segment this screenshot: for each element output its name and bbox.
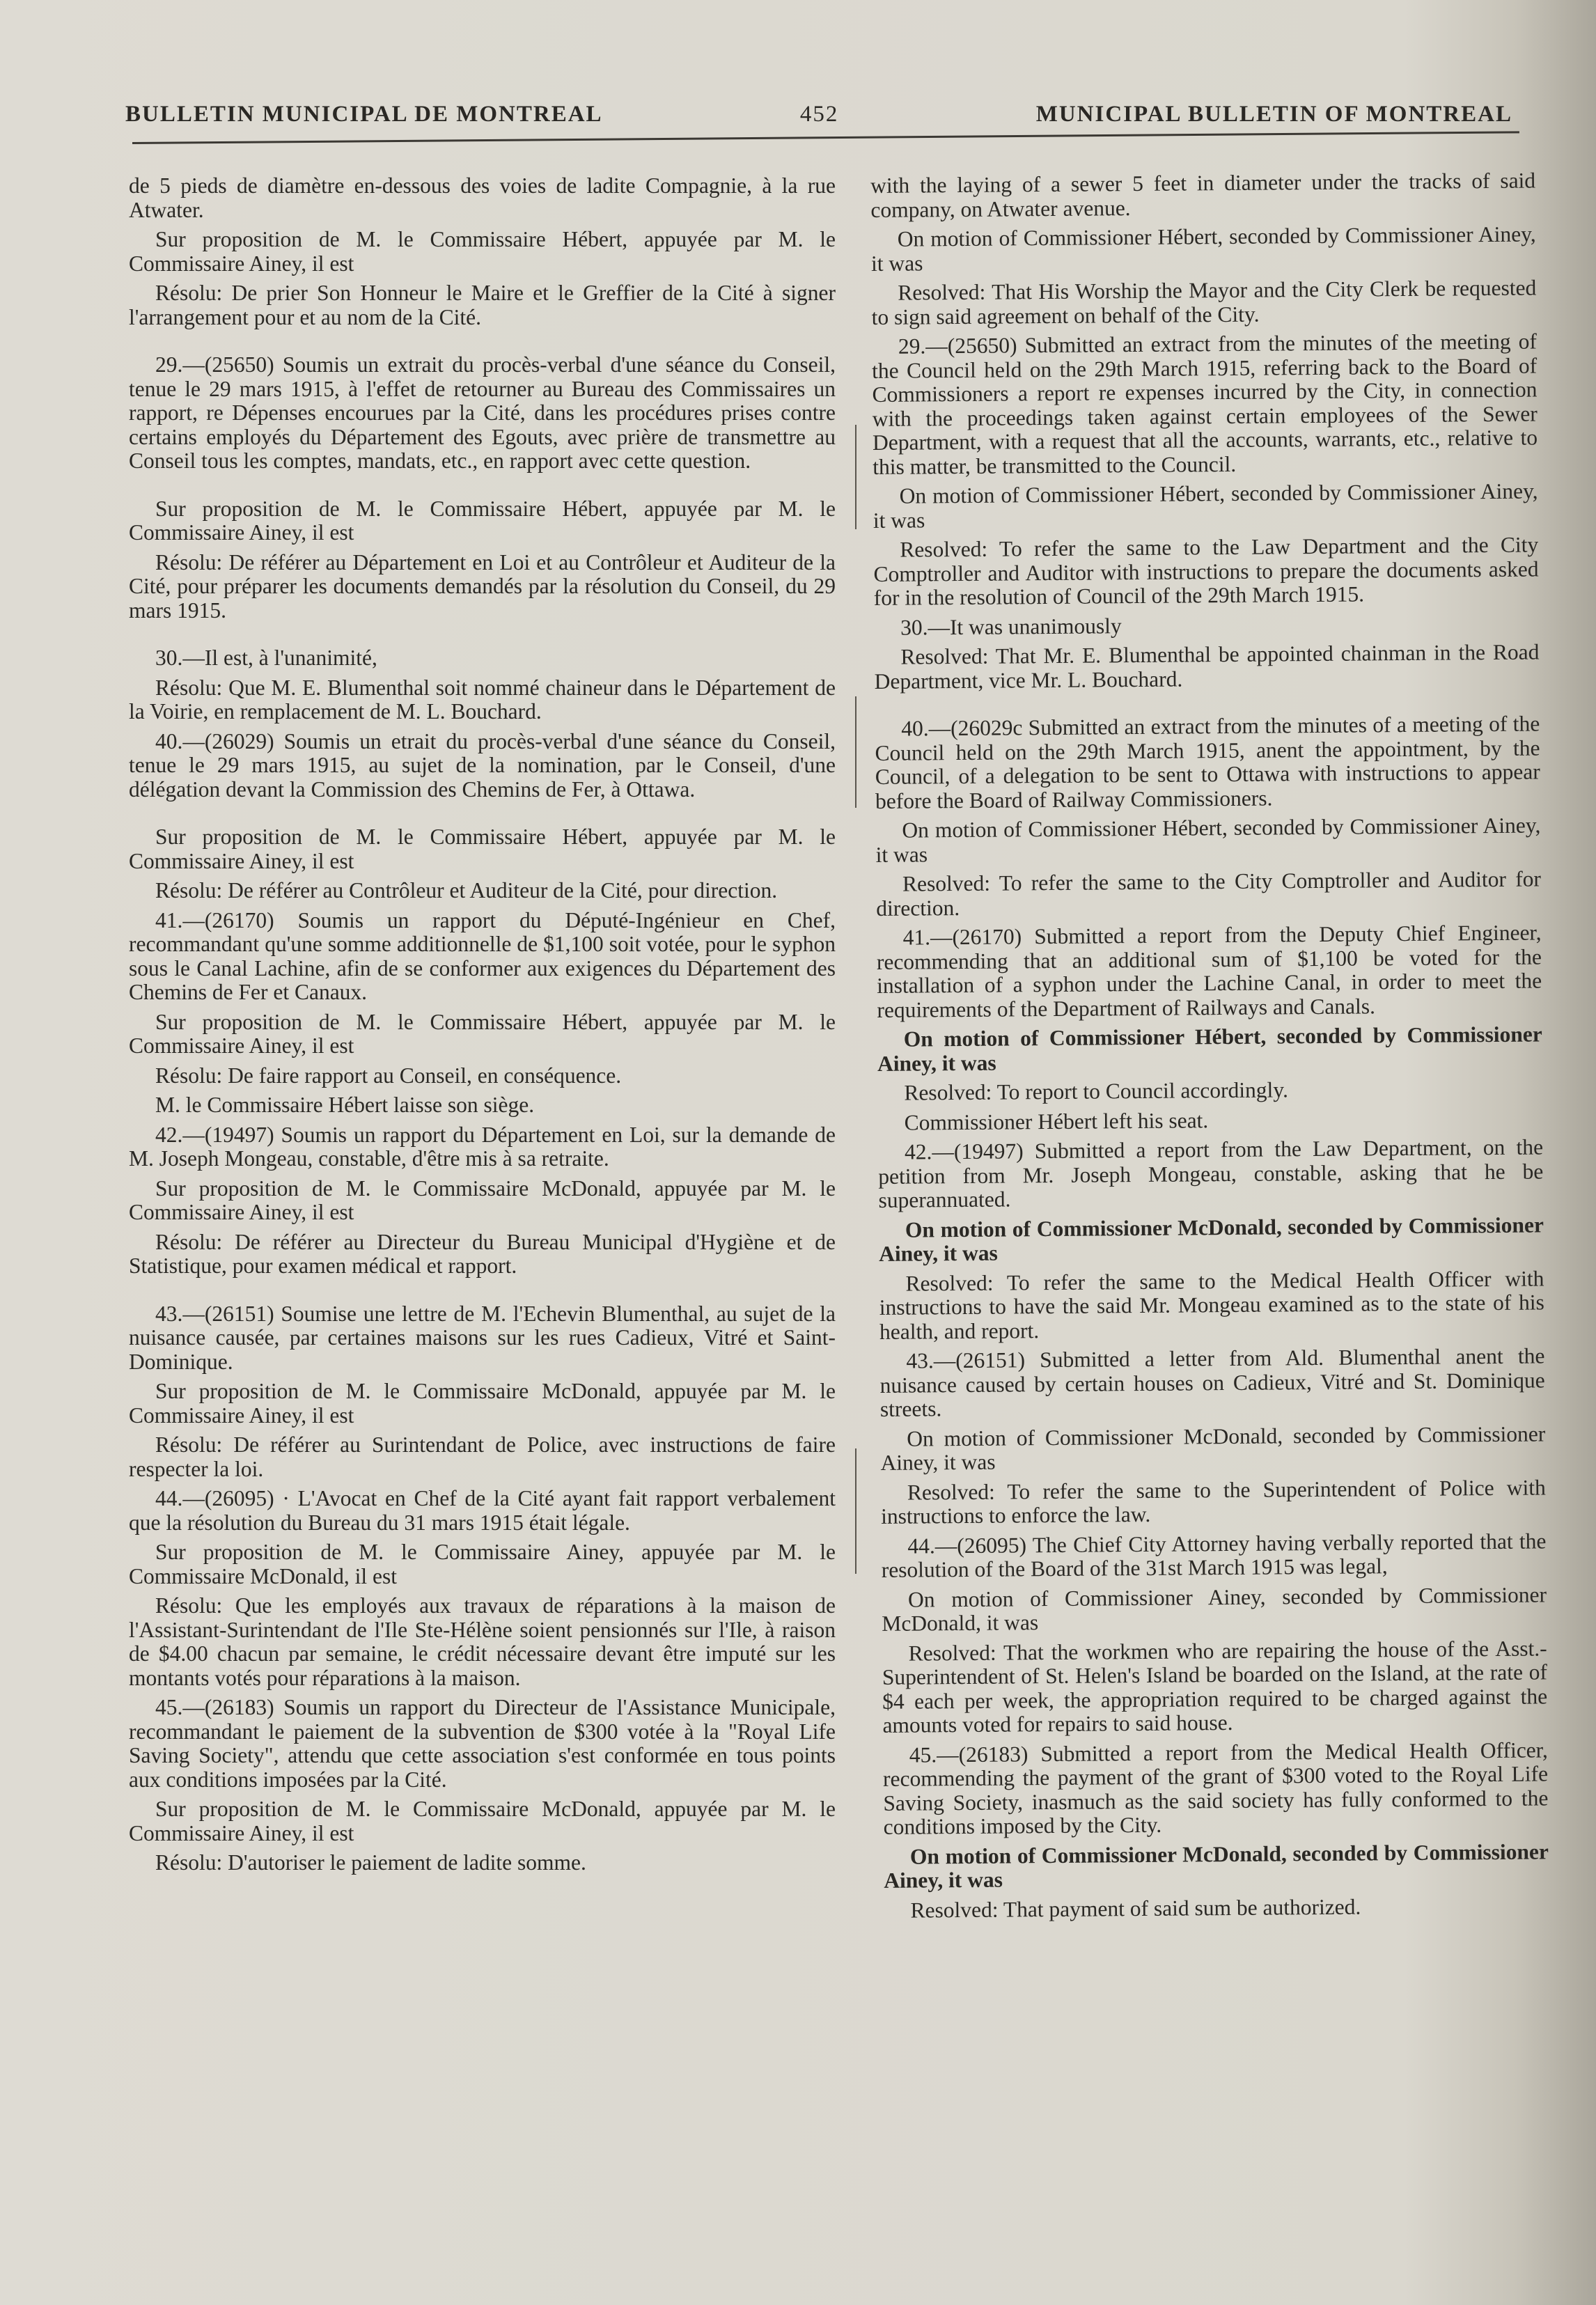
paragraph: 29.—(25650) Submitted an extract from the minutes of the meeting of the Council held on the 29th March 1915, referring back to the Board of Commissioners a report re expenses incurred by the City, in connection with the proceedings taken against certain employees of the Sewer Department, with a request that all the accounts, warrants, etc., relative to this matter, be transmitted to the Council.: [872, 329, 1538, 479]
paragraph: Resolved: To refer the same to the City Comptroller and Auditor for direction.: [876, 866, 1542, 921]
paragraph: Résolu: Que les employés aux travaux de réparations à la maison de l'Assistant-Surintendant de l'Ile Ste-Hélène soient pensionnés sur l'Ile, à raison de $4.00 chacun par semaine, le crédit nécessaire devant être imputé sur les montants votés pour réparations à la maison.: [129, 1593, 836, 1690]
paragraph: Sur proposition de M. le Commissaire Hébert, appuyée par M. le Commissaire Ainey, il est: [129, 825, 836, 873]
paragraph: Sur proposition de M. le Commissaire Hébert, appuyée par M. le Commissaire Ainey, il est: [129, 227, 836, 276]
paragraph: Résolu: De référer au Département en Loi et au Contrôleur et Auditeur de la Cité, pour préparer les documents demandés par la résolution du Conseil, du 29 mars 1915.: [129, 549, 836, 623]
paragraph: 44.—(26095) The Chief City Attorney having verbally reported that the resolution of the Board of the 31st March 1915 was legal,: [881, 1528, 1547, 1582]
paragraph: On motion of Commissioner Hébert, seconded by Commissioner Ainey, it was: [875, 813, 1541, 867]
paragraph: On motion of Commissioner Hébert, seconded by Commissioner Ainey, it was: [870, 221, 1536, 276]
paragraph: Résolu: De référer au Contrôleur et Auditeur de la Cité, pour direction.: [155, 878, 778, 903]
paragraph: Sur proposition de M. le Commissaire McDonald, appuyée par M. le Commissaire Ainey, il est: [129, 1175, 836, 1224]
paragraph: Sur proposition de M. le Commissaire McDonald, appuyée par M. le Commissaire Ainey, il est: [129, 1797, 836, 1845]
header-title-english: MUNICIPAL BULLETIN OF MONTREAL: [1035, 101, 1512, 127]
english-column: [870, 169, 1549, 1928]
paragraph: Resolved: That Mr. E. Blumenthal be appointed chainman in the Road Department, vice Mr. L. Bouchard.: [874, 639, 1540, 694]
paragraph: Resolved: To refer the same to the Medical Health Officer with instructions to have the said Mr. Mongeau examined as to the state of his health, and report.: [879, 1265, 1544, 1344]
paragraph: Résolu: De prier Son Honneur le Maire et le Greffier de la Cité à signer l'arrangement pour et au nom de la Cité.: [129, 281, 836, 329]
paragraph: On motion of Commissioner McDonald, seconded by Commissioner Ainey, it was: [884, 1838, 1549, 1893]
paragraph: Resolved: To refer the same to the Superintendent of Police with instructions to enforce the law.: [881, 1474, 1546, 1529]
paragraph: 45.—(26183) Submitted a report from the Medical Health Officer, recommending the payment of the grant of $300 voted to the Royal Life Saving Society, inasmuch as the said society has fully conformed to the conditions imposed by the City.: [882, 1737, 1549, 1839]
paragraph: 42.—(19497) Submitted a report from the Law Department, on the petition from Mr. Joseph Mongeau, constable, asking that he be superannuated.: [878, 1134, 1544, 1212]
paragraph: 29.—(25650) Soumis un extrait du procès-verbal d'une séance du Conseil, tenue le 29 mars 1915, à l'effet de retourner au Bureau des Commissaires un rapport, re Dépenses encourues par la Cité, dans les procédures prises contre certains employés du Département des Egouts, avec prière de transmettre au Conseil tous les comptes, mandats, etc., en rapport avec cette question.: [129, 352, 836, 473]
paragraph: 41.—(26170) Submitted a report from the Deputy Chief Engineer, recommending that an additional sum of $1,100 be voted for the installation of a syphon under the Lachine Canal, in order to meet the requirements of the Department of Railways and Canals.: [876, 920, 1542, 1022]
paragraph: 30.—Il est, à l'unanimité,: [155, 646, 377, 670]
paragraph: Résolu: De référer au Directeur du Bureau Municipal d'Hygiène et de Statistique, pour examen médical et rapport.: [129, 1229, 836, 1278]
paragraph: 45.—(26183) Soumis un rapport du Directeur de l'Assistance Municipale, recommandant le paiement de la subvention de $300 votée à la "Royal Life Saving Society", attendu que cette association s'est conformée en tous points aux conditions imposées par la Cité.: [129, 1695, 836, 1792]
paragraph: 43.—(26151) Submitted a letter from Ald. Blumenthal anent the nuisance caused by certain houses on Cadieux, Vitré and St. Dominique streets.: [879, 1343, 1545, 1421]
paragraph: Resolved: To report to Council accordingly.: [904, 1077, 1289, 1105]
column-divider: [855, 696, 856, 808]
paragraph: Resolved: That the workmen who are repairing the house of the Asst.-Superintendent of St. Helen's Island be boarded on the Island, at the rate of $4 each per week, the appropriation required to be charged against the amounts voted for repairs to said house.: [882, 1635, 1548, 1737]
paragraph: Sur proposition de M. le Commissaire Ainey, appuyée par M. le Commissaire McDonald, il est: [129, 1540, 836, 1588]
paragraph: Resolved: That payment of said sum be authorized.: [910, 1894, 1361, 1923]
paragraph: Sur proposition de M. le Commissaire Hébert, appuyée par M. le Commissaire Ainey, il est: [129, 496, 836, 545]
paragraph: 40.—(26029) Soumis un etrait du procès-verbal d'une séance du Conseil, tenue le 29 mars 1915, au sujet de la nomination, par le Conseil, d'une délégation devant la Commission des Chemins de Fer, à Ottawa.: [129, 728, 836, 802]
paragraph: M. le Commissaire Hébert laisse son siège.: [155, 1093, 535, 1117]
paragraph: 41.—(26170) Soumis un rapport du Député-Ingénieur en Chef, recommandant qu'une somme additionnelle de $1,100 soit votée, pour le syphon sous le Canal Lachine, afin de se conformer aux exigences du Département des Chemins de Fer et Canaux.: [129, 907, 836, 1004]
paragraph: de 5 pieds de diamètre en-dessous des voies de ladite Compagnie, à la rue Atwater.: [129, 173, 836, 222]
paragraph: Résolu: De référer au Surintendant de Police, avec instructions de faire respecter la loi.: [129, 1432, 836, 1481]
paragraph: On motion of Commissioner Hébert, seconded by Commissioner Ainey, it was: [877, 1022, 1542, 1076]
paragraph: On motion of Commissioner Ainey, seconded by Commissioner McDonald, it was: [882, 1581, 1547, 1636]
paragraph: Resolved: That His Worship the Mayor and the City Clerk be requested to sign said agreement on behalf of the City.: [871, 275, 1537, 329]
header-title-french: BULLETIN MUNICIPAL DE MONTREAL: [125, 101, 603, 127]
paragraph: Sur proposition de M. le Commissaire McDonald, appuyée par M. le Commissaire Ainey, il est: [129, 1379, 836, 1428]
paragraph: 42.—(19497) Soumis un rapport du Département en Loi, sur la demande de M. Joseph Mongeau, constable, d'être mis à sa retraite.: [129, 1122, 836, 1171]
paragraph: Résolu: De faire rapport au Conseil, en conséquence.: [155, 1063, 622, 1088]
paragraph: 44.—(26095) · L'Avocat en Chef de la Cité ayant fait rapport verbalement que la résolution du Bureau du 31 mars 1915 était légale.: [129, 1486, 836, 1535]
french-column: [129, 174, 836, 1881]
paragraph: Résolu: Que M. E. Blumenthal soit nommé chaineur dans le Département de la Voirie, en remplacement de M. L. Bouchard.: [129, 675, 836, 724]
page-number: 452: [799, 101, 839, 127]
column-divider: [855, 425, 856, 529]
paragraph: On motion of Commissioner McDonald, seconded by Commissioner Ainey, it was: [879, 1212, 1544, 1266]
paragraph: On motion of Commissioner McDonald, seconded by Commissioner Ainey, it was: [880, 1421, 1546, 1475]
paragraph: Sur proposition de M. le Commissaire Hébert, appuyée par M. le Commissaire Ainey, il est: [129, 1009, 836, 1058]
paragraph: On motion of Commissioner Hébert, seconded by Commissioner Ainey, it was: [873, 478, 1538, 533]
page-header: [125, 93, 1512, 135]
paragraph: Commissioner Hébert left his seat.: [904, 1107, 1209, 1135]
paragraph: Resolved: To refer the same to the Law Department and the City Comptroller and Auditor with instructions to prepare the documents asked for in the resolution of Council of the 29th March 1915.: [873, 532, 1539, 610]
paragraph: Résolu: D'autoriser le paiement de ladite somme.: [155, 1850, 586, 1875]
paragraph: with the laying of a sewer 5 feet in diameter under the tracks of said company, on Atwater avenue.: [870, 168, 1536, 222]
paragraph: 40.—(26029c Submitted an extract from the minutes of a meeting of the Council held on the 29th March 1915, anent the appointment, by the Council, of a delegation to be sent to Ottawa with instructions to appear before the Board of Railway Commissioners.: [875, 711, 1540, 813]
paragraph: 30.—It was unanimously: [900, 613, 1122, 640]
column-divider: [855, 1448, 856, 1574]
paragraph: 43.—(26151) Soumise une lettre de M. l'Echevin Blumenthal, au sujet de la nuisance causée, par certaines maisons sur les rues Cadieux, Vitré et Saint-Dominique.: [129, 1301, 836, 1374]
